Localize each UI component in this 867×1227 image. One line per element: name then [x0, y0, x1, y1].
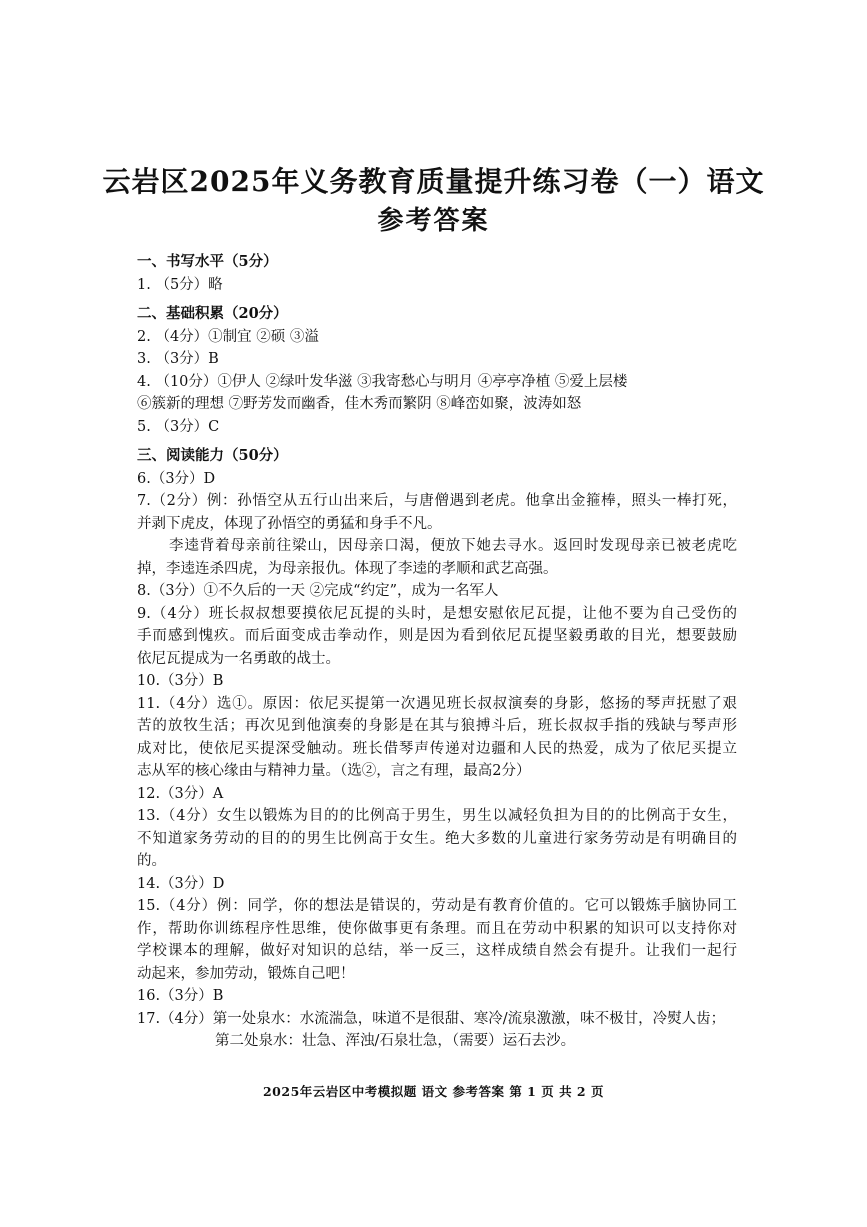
answer-q11-line3: 成对比，使依尼买提深受触动。班长借琴声传递对边疆和人民的热爱，成为了依尼买提立 [137, 740, 737, 757]
answer-q1: 1. （5分）略 [137, 276, 223, 293]
document-subtitle: 参考答案 [377, 206, 490, 236]
answer-q10: 10.（3分）B [137, 673, 224, 689]
answer-q15: 15.（4分）例：同学，你的想法是错误的，劳动是有教育价值的。它可以锻炼手脑协同工 [137, 898, 737, 914]
answer-q9-line3: 依尼瓦提成为一名勇敢的战士。 [137, 650, 340, 667]
answer-q3: 3. （3分）B [137, 351, 219, 367]
answer-q16: 16.（3分）B [137, 988, 224, 1004]
answer-q9: 9.（4分）班长叔叔想要摸依尼瓦提的头时，是想安慰依尼瓦提，让他不要为自己受伤的 [137, 605, 737, 622]
answer-q12: 12.（3分）A [137, 785, 224, 802]
section-heading-basics: 二、基础积累（20分） [137, 305, 288, 322]
answer-q11-line2: 苦的放牧生活；再次见到他演奏的身影是在其与狼搏斗后，班长叔叔手指的残缺与琴声形 [137, 718, 737, 734]
answer-q15-line3: 学校课本的理解，做好对知识的总结，举一反三，这样成绩自然会有提升。让我们一起行 [137, 943, 737, 959]
answer-q7-line3: 李逵背着母亲前往梁山，因母亲口渴，便放下她去寻水。返回时发现母亲已被老虎吃 [169, 538, 737, 554]
answer-q13-line2: 不知道家务劳动的目的的男生比例高于女生。绝大多数的儿童进行家务劳动是有明确目的 [137, 830, 737, 847]
answer-q7-line4: 掉，李逵连杀四虎，为母亲报仇。体现了李逵的孝顺和武艺高强。 [137, 560, 558, 577]
document-title: 云岩区2025年义务教育质量提升练习卷（一）语文 [102, 165, 765, 198]
section-heading-writing: 一、书写水平（5分） [137, 253, 278, 270]
answer-q13-line3: 的。 [137, 853, 166, 869]
answer-q8: 8.（3分）①不久后的一天 ②完成“约定”，成为一名军人 [137, 583, 499, 599]
answer-q6: 6.（3分）D [137, 470, 216, 487]
answer-q5: 5. （3分）C [137, 418, 220, 435]
answer-q17: 17.（4分）第一处泉水：水流湍急，味道不是很甜、寒冷/流泉激激，味不极甘，冷熨人齿； [137, 1010, 726, 1027]
answer-q11: 11.（4分）选①。原因：依尼买提第一次遇见班长叔叔演奏的身影，悠扬的琴声抚慰了艰 [137, 695, 737, 712]
answer-q15-line2: 作，帮助你训练程序性思维，使你做事更有条理。而且在劳动中积累的知识可以支持你对 [137, 920, 737, 937]
section-heading-reading: 三、阅读能力（50分） [137, 447, 288, 464]
answer-q4-continued: ⑥簇新的理想 ⑦野芳发而幽香，佳木秀而繁阴 ⑧峰峦如聚，波涛如怒 [137, 396, 582, 412]
answer-q7: 7.（2分）例：孙悟空从五行山出来后，与唐僧遇到老虎。他拿出金箍棒，照头一棒打死， [137, 493, 737, 509]
answer-q2: 2. （4分）①制宜 ②硕 ③溢 [137, 328, 319, 345]
answer-q7-line2: 并剥下虎皮，体现了孙悟空的勇猛和身手不凡。 [137, 515, 442, 532]
answer-q15-line4: 动起来，参加劳动，锻炼自己吧！ [137, 965, 355, 982]
answer-q14: 14.（3分）D [137, 875, 225, 892]
answer-q11-line4: 志从军的核心缘由与精神力量。（选②，言之有理，最高2分） [137, 763, 531, 779]
answer-q17-line2: 第二处泉水：壮急、浑浊/石泉壮急，（需要）运石去沙。 [215, 1033, 576, 1049]
page-footer: 2025年云岩区中考模拟题 语文 参考答案 第 1 页 共 2 页 [262, 1084, 604, 1099]
answer-q13: 13.（4分）女生以锻炼为目的的比例高于男生，男生以减轻负担为目的的比例高于女生， [137, 808, 737, 824]
answer-q4: 4. （10分）①伊人 ②绿叶发华滋 ③我寄愁心与明月 ④亭亭净植 ⑤爱上层楼 [137, 373, 628, 390]
answer-q9-line2: 手而感到愧疚。而后面变成击拳动作，则是因为看到依尼瓦提坚毅勇敢的目光，想要鼓励 [137, 628, 737, 644]
answer-body [137, 244, 737, 1053]
